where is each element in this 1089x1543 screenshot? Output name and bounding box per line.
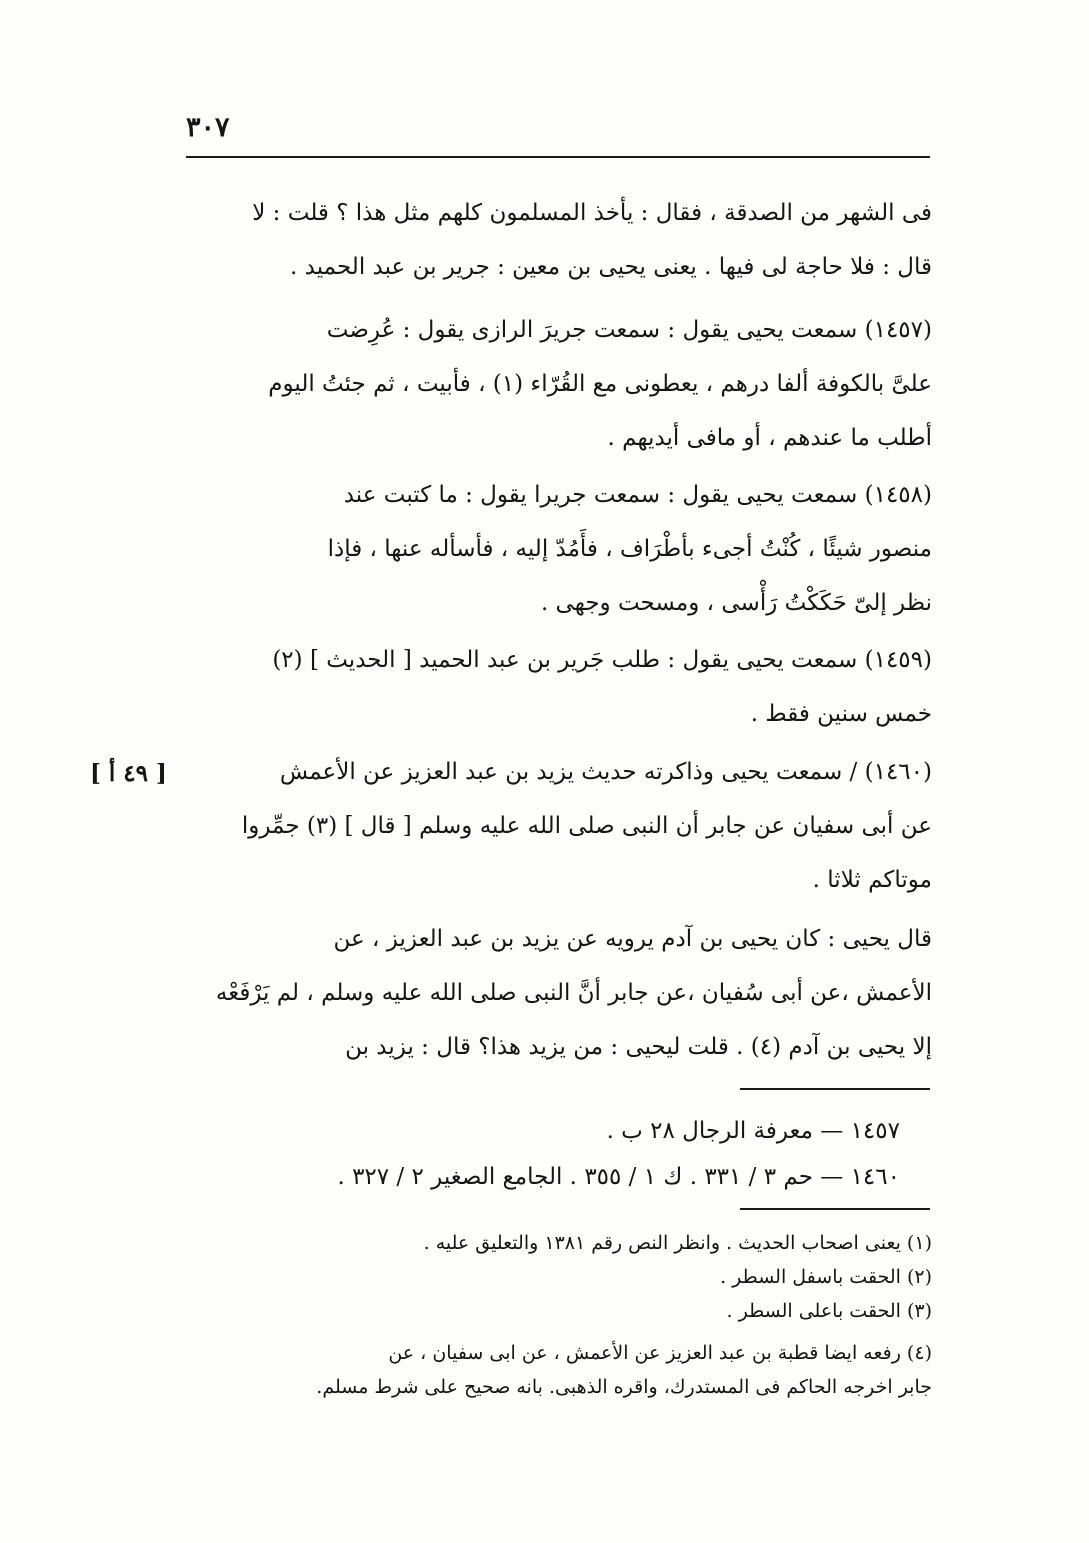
text-line: علىَّ بالكوفة ألفا درهم ، يعطونى مع القُرّاء (١) ، فأبيت ، ثم جئتُ اليوم (268, 371, 932, 397)
footnote-1: (١) يعنى اصحاب الحديث . وانظر النص رقم ١٣٨١ والتعليق عليه . (423, 1232, 932, 1254)
text-line: (١٤٥٩) سمعت يحيى يقول : طلب جَرير بن عبد الحميد [ الحديث ] (٢) (272, 647, 932, 673)
page-number: ٣٠٧ (186, 112, 230, 143)
sources-block (280, 1108, 900, 1200)
paragraph-1460 (190, 745, 932, 907)
footnote-rule (740, 1208, 930, 1210)
text-line: منصور شيئًا ، كُنْتُ أجىء بأطْرَاف ، فأَمُدّ إليه ، فأسأله عنها ، فإذا (327, 536, 932, 562)
header-rule (186, 156, 930, 158)
text-line: قال يحيى : كان يحيى بن آدم يرويه عن يزيد بن عبد العزيز ، عن (333, 926, 932, 952)
paragraph-continuation (190, 186, 932, 294)
footnote-4: (٤) رفعه ايضا قطبة بن عبد العزيز عن الأعمش ، عن ابى سفيان ، عن (388, 1342, 932, 1364)
paragraph-1457 (190, 303, 932, 465)
text-line: خمس سنين فقط . (750, 701, 932, 727)
footnote-2: (٢) الحقت باسفل السطر . (720, 1266, 932, 1288)
text-line: قال : فلا حاجة لى فيها . يعنى يحيى بن معين : جرير بن عبد الحميد . (290, 254, 932, 280)
sources-rule (740, 1088, 930, 1090)
text-line: فى الشهر من الصدقة ، فقال : يأخذ المسلمون كلهم مثل هذا ؟ قلت : لا (252, 200, 932, 226)
text-line: (١٤٦٠) / سمعت يحيى وذاكرته حديث يزيد بن عبد العزيز عن الأعمش (279, 759, 932, 785)
footnote-3: (٣) الحقت باعلى السطر . (726, 1300, 932, 1322)
footnotes-block (186, 1226, 932, 1404)
text-line: موتاكم ثلاثا . (812, 867, 932, 893)
text-line: الأعمش ،عن أبى سُفيان ،عن جابر أنَّ النبى صلى الله عليه وسلم ، لم يَرْفَعْه (215, 980, 932, 1006)
text-line: (١٤٥٨) سمعت يحيى يقول : سمعت جريرا يقول : ما كتبت عند (343, 482, 932, 508)
footnote-4-continued: جابر اخرجه الحاكم فى المستدرك، واقره الذهبى. بانه صحيح على شرط مسلم. (316, 1376, 932, 1398)
paragraph-1458 (190, 468, 932, 630)
source-line: ١٤٦٠ — حم ٣ / ٣٣١ . ك ١ / ٣٥٥ . الجامع الصغير ٢ / ٣٢٧ . (337, 1164, 900, 1190)
text-line: أطلب ما عندهم ، أو مافى أيديهم . (607, 425, 932, 451)
text-line: إلا يحيى بن آدم (٤) . قلت ليحيى : من يزيد هذا؟ قال : يزيد بن (345, 1034, 932, 1060)
paragraph-1459 (190, 633, 932, 741)
margin-folio-note: [ ٤٩ أ ] (90, 760, 167, 787)
text-line: نظر إلىّ حَكَكْتُ رَأْسى ، ومسحت وجهى . (540, 590, 932, 616)
source-line: ١٤٥٧ — معرفة الرجال ٢٨ ب . (606, 1118, 900, 1144)
text-line: (١٤٥٧) سمعت يحيى يقول : سمعت جريرَ الرازى يقول : عُرِضت (326, 317, 932, 343)
text-line: عن أبى سفيان عن جابر أن النبى صلى الله عليه وسلم [ قال ] (٣) جمِّروا (241, 813, 932, 839)
paragraph-commentary (190, 912, 932, 1074)
